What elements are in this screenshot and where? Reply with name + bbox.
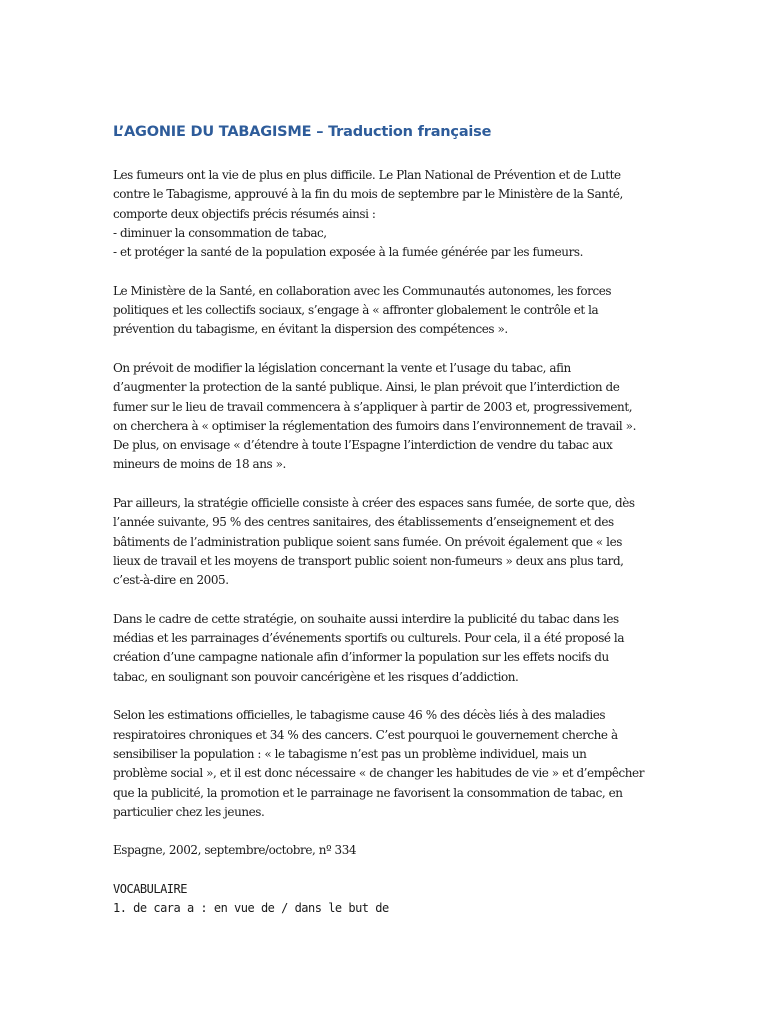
text-line: fumer sur le lieu de travail commencera à s’appliquer à partir de 2003 et, progressivement, bbox=[113, 399, 633, 414]
text-line: prévention du tabagisme, en évitant la dispersion des compétences ». bbox=[113, 322, 508, 337]
text-line: Dans le cadre de cette stratégie, on souhaite aussi interdire la publicité du tabac dans les bbox=[113, 611, 619, 626]
text-line: problème social », et il est donc nécessaire « de changer les habitudes de vie » et d’empêcher bbox=[113, 766, 644, 781]
text-line: On prévoit de modifier la législation concernant la vente et l’usage du tabac, afin bbox=[113, 360, 571, 375]
paragraph-6 bbox=[113, 706, 673, 822]
vocabulary-item: 1. de cara a : en vue de / dans le but de bbox=[113, 901, 389, 916]
text-line: particulier chez les jeunes. bbox=[113, 804, 265, 819]
text-line: contre le Tabagisme, approuvé à la fin du mois de septembre par le Ministère de la Santé, bbox=[113, 187, 623, 202]
source-line: Espagne, 2002, septembre/octobre, nº 334 bbox=[113, 843, 357, 858]
paragraph-3 bbox=[113, 359, 673, 475]
paragraph-5 bbox=[113, 610, 673, 687]
text-line: Selon les estimations officielles, le tabagisme cause 46 % des décès liés à des maladies bbox=[113, 708, 606, 723]
text-line: Le Ministère de la Santé, en collaboration avec les Communautés autonomes, les forces bbox=[113, 283, 612, 298]
text-line: Par ailleurs, la stratégie officielle consiste à créer des espaces sans fumée, de sorte que, dès bbox=[113, 496, 635, 511]
text-line: sensibiliser la population : « le tabagisme n’est pas un problème individuel, mais un bbox=[113, 746, 587, 761]
list-item: - et protéger la santé de la population exposée à la fumée générée par les fumeurs. bbox=[113, 245, 583, 260]
text-line: bâtiments de l’administration publique soient sans fumée. On prévoit également que « les bbox=[113, 534, 622, 549]
vocabulary-heading: VOCABULAIRE bbox=[113, 881, 187, 896]
text-line: médias et les parrainages d’événements sportifs ou culturels. Pour cela, il a été proposé la bbox=[113, 631, 625, 646]
paragraph-2 bbox=[113, 282, 673, 340]
text-line: création d’une campagne nationale afin d’informer la population sur les effets nocifs du bbox=[113, 650, 609, 665]
document-body bbox=[113, 166, 673, 919]
text-line: c’est-à-dire en 2005. bbox=[113, 573, 229, 588]
text-line: politiques et les collectifs sociaux, s’engage à « affronter globalement le contrôle et la bbox=[113, 303, 599, 318]
text-line: mineurs de moins de 18 ans ». bbox=[113, 457, 286, 472]
text-line: respiratoires chroniques et 34 % des cancers. C’est pourquoi le gouvernement cherche à bbox=[113, 727, 618, 742]
document-page bbox=[113, 0, 673, 1024]
paragraph-4 bbox=[113, 494, 673, 590]
paragraph-1 bbox=[113, 166, 673, 262]
text-line: Les fumeurs ont la vie de plus en plus difficile. Le Plan National de Prévention et de Lutte bbox=[113, 168, 621, 182]
text-line: on cherchera à « optimiser la réglementation des fumoirs dans l’environnement de travail ». bbox=[113, 418, 636, 433]
text-line: l’année suivante, 95 % des centres sanitaires, des établissements d’enseignement et des bbox=[113, 515, 614, 530]
list-item: - diminuer la consommation de tabac, bbox=[113, 225, 327, 240]
text-line: comporte deux objectifs précis résumés ainsi : bbox=[113, 206, 376, 221]
text-line: lieux de travail et les moyens de transport public soient non-fumeurs » deux ans plus tard, bbox=[113, 553, 624, 568]
document-title: L’AGONIE DU TABAGISME – Traduction française bbox=[113, 124, 492, 140]
text-line: d’augmenter la protection de la santé publique. Ainsi, le plan prévoit que l’interdiction de bbox=[113, 380, 620, 395]
text-line: tabac, en soulignant son pouvoir cancérigène et les risques d’addiction. bbox=[113, 669, 519, 684]
text-line: De plus, on envisage « d’étendre à toute l’Espagne l’interdiction de vendre du tabac aux bbox=[113, 438, 613, 453]
text-line: que la publicité, la promotion et le parrainage ne favorisent la consommation de tabac, en bbox=[113, 785, 623, 800]
